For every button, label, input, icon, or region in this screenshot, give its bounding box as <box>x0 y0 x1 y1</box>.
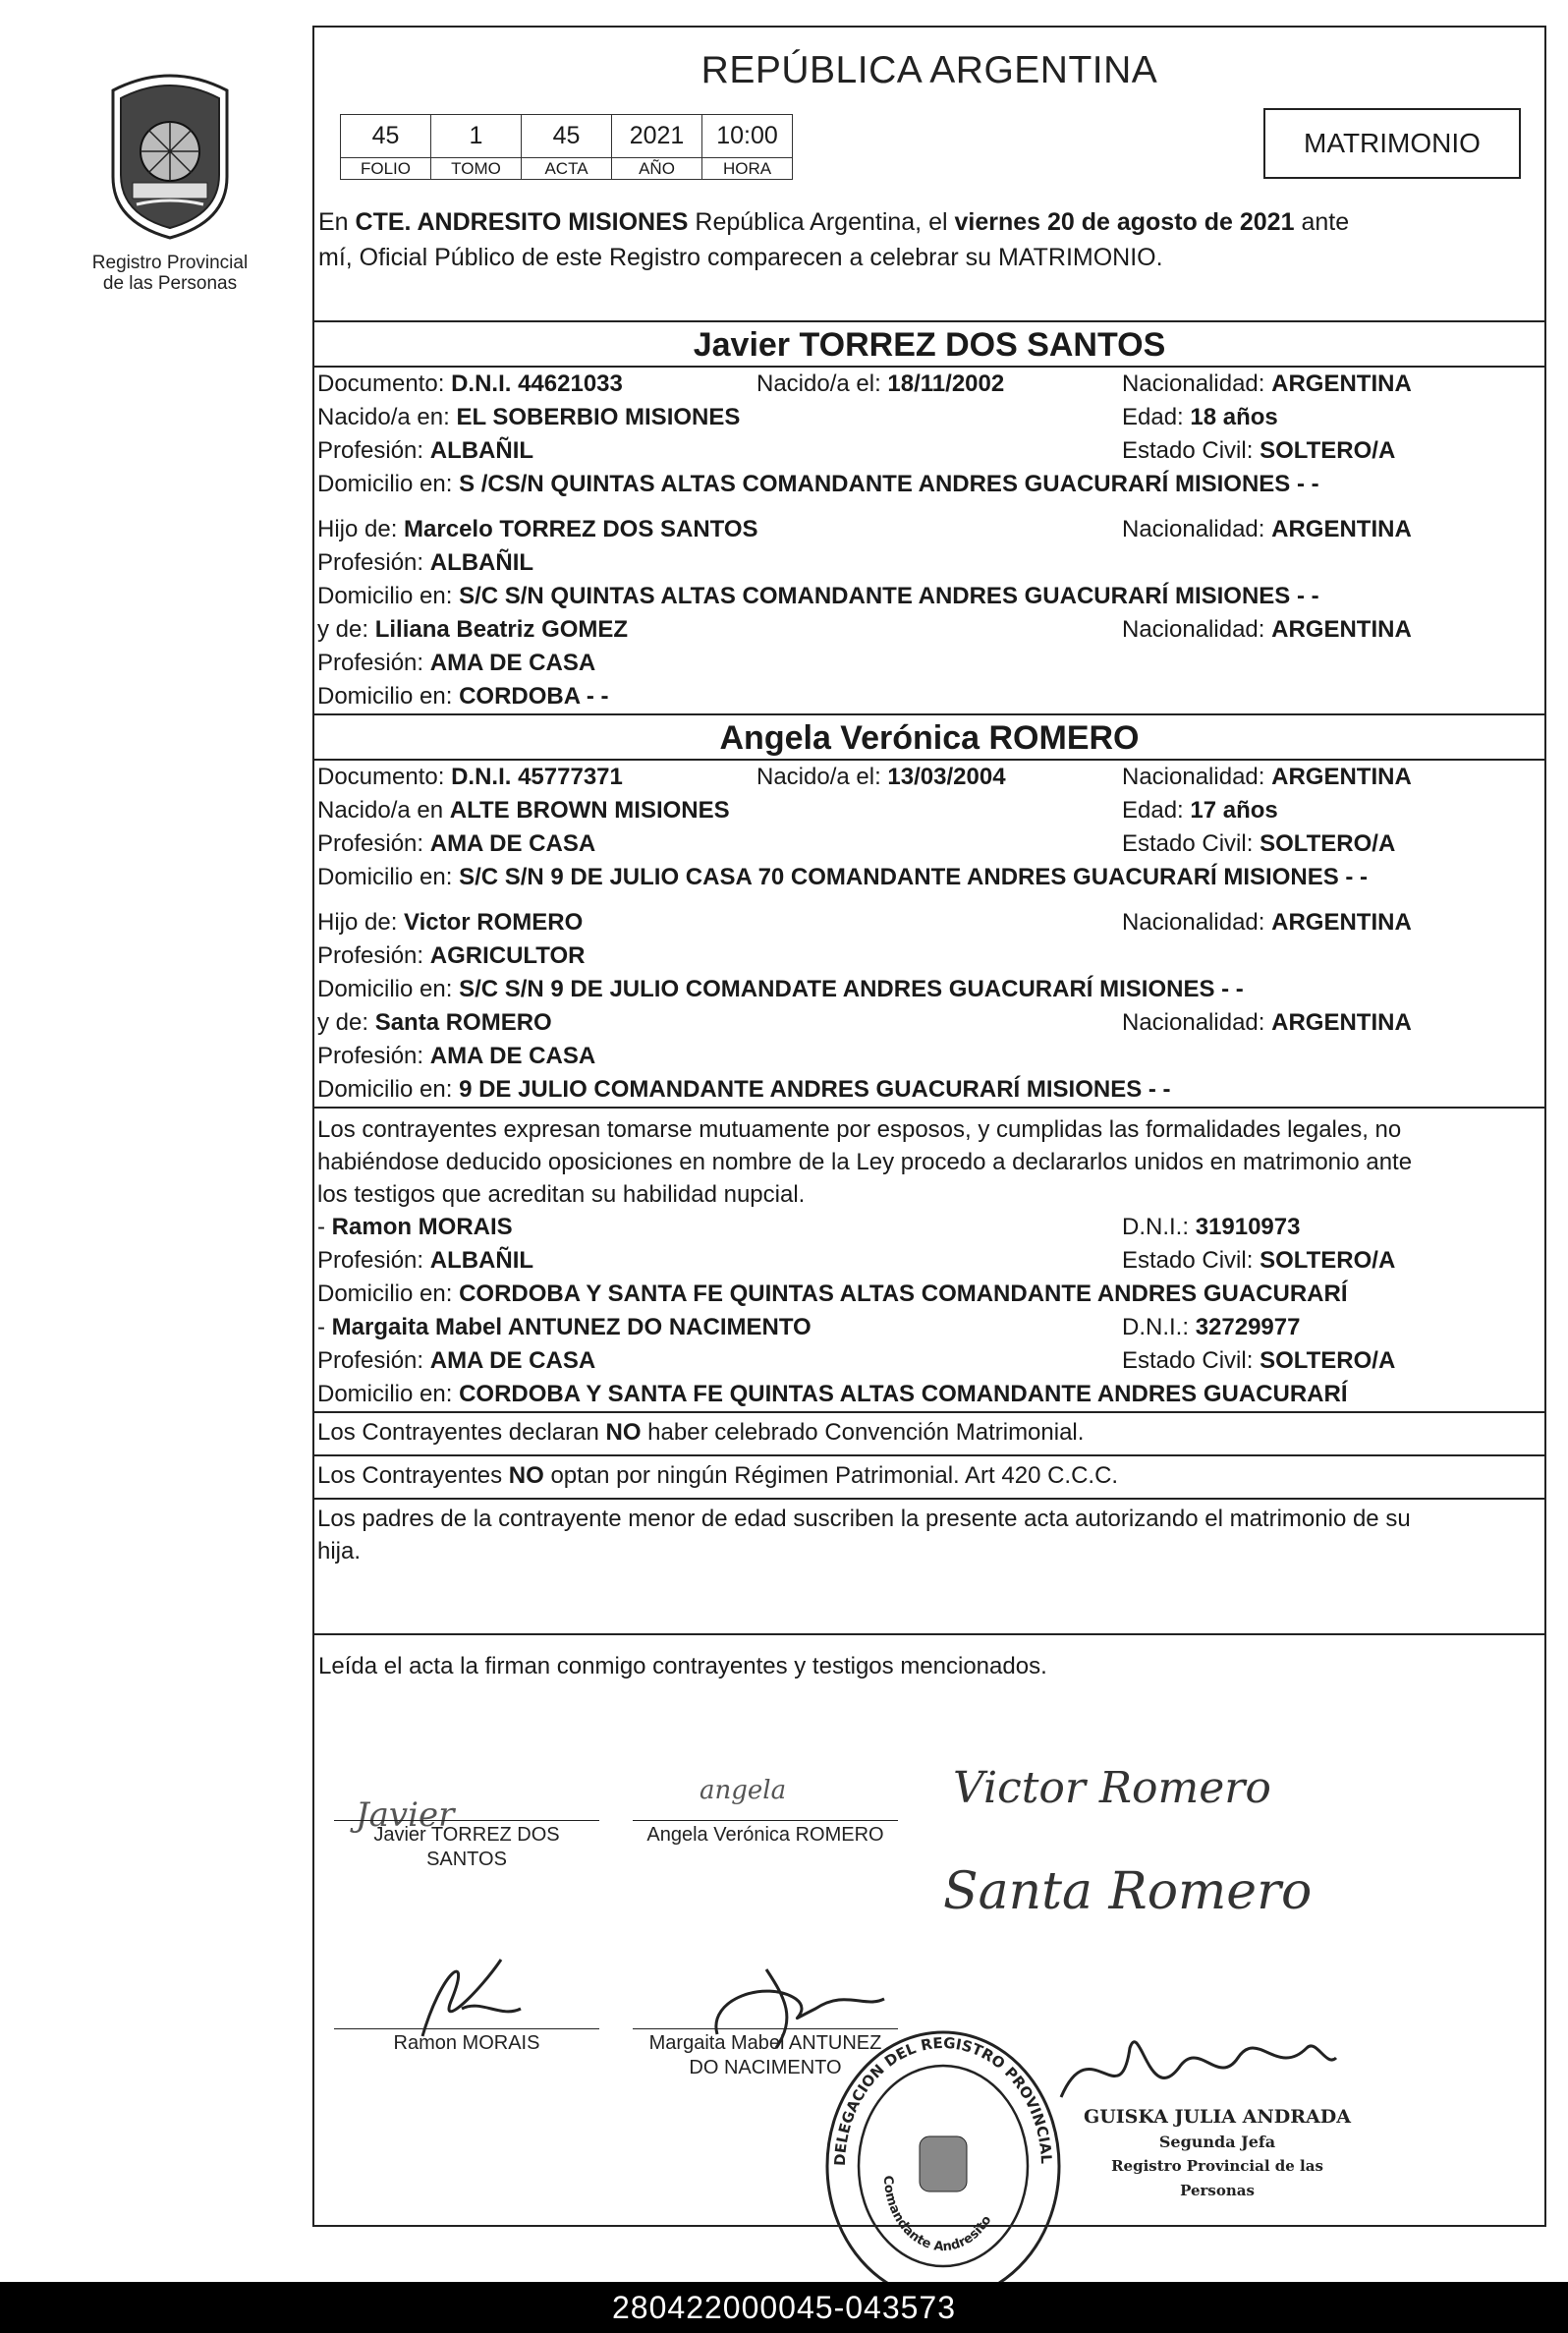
bride-age: 17 años <box>1190 797 1278 824</box>
ano-label: AÑO <box>612 158 702 180</box>
witness-1-dni: 31910973 <box>1195 1214 1301 1240</box>
groom-father: Marcelo TORREZ DOS SANTOS <box>404 516 758 542</box>
bride-section: Documento: D.N.I. 45777371 Nacido/a el: 13/03/2004 Nacionalidad: ARGENTINA Nacido/a en ALTE BROWN MISIONES Edad: 17 años Profesión: AMA DE CASA Estado Civil: SOLTERO/A Domicilio en: S/C S/N 9 DE JULIO CASA 70 COMANDANTE ANDRES GUACURARÍ MISIONES - - Hijo de: Victor ROMERO Nacionalidad: ARGENTINA Profesión: AGRICULTOR Domicilio en: S/C S/N 9 DE JULIO COMANDATE ANDRES GUACURARÍ MISIONES - - y de: Santa ROMERO Nacionalidad: ARGENTINA Profesión: AMA DE CASA Domicilio en: 9 DE JULIO COMANDANTE ANDRES GUACURARÍ MISIONES - - <box>314 761 1544 1109</box>
document-code-footer: 280422000045-043573 <box>0 2282 1568 2333</box>
svg-text:Javier: Javier <box>356 1795 455 1835</box>
provincial-seal-icon <box>97 67 243 242</box>
registry-logo <box>77 67 263 294</box>
convention-note: Los Contrayentes declaran NO haber celebrado Convención Matrimonial. <box>314 1413 1544 1456</box>
regime-note: Los Contrayentes NO optan por ningún Régimen Patrimonial. Art 420 C.C.C. <box>314 1456 1544 1500</box>
bride-address: S/C S/N 9 DE JULIO CASA 70 COMANDANTE ANDRES GUACURARÍ MISIONES - - <box>459 864 1369 890</box>
groom-signature: Javier TORREZ DOS SANTOS <box>334 1820 599 1872</box>
bride-birth-date: 13/03/2004 <box>887 764 1006 790</box>
bride-name-title: Angela Verónica ROMERO <box>314 715 1544 761</box>
tomo-value: 1 <box>431 115 522 158</box>
bride-father: Victor ROMERO <box>404 909 584 936</box>
svg-text:DELEGACION DEL REGISTRO PROVIN: DELEGACION DEL REGISTRO PROVINCIAL DE LAS PERSONAS <box>809 2015 1056 2167</box>
parents-authorization-note: Los padres de la contrayente menor de edad suscriben la presente acta autorizando el matrimonio de su hija. <box>314 1500 1544 1635</box>
groom-marital-status: SOLTERO/A <box>1260 437 1396 464</box>
logo-caption-line-2: de las Personas <box>102 273 238 294</box>
svg-text:Santa Romero: Santa Romero <box>943 1862 1313 1921</box>
groom-nationality: ARGENTINA <box>1271 370 1412 397</box>
bride-birth-place: ALTE BROWN MISIONES <box>449 797 730 824</box>
tomo-label: TOMO <box>431 158 522 180</box>
handwritten-parent-signatures <box>943 1743 1356 1930</box>
folio-label: FOLIO <box>341 158 431 180</box>
svg-text:angela: angela <box>700 1776 787 1805</box>
declaration-text: Los contrayentes expresan tomarse mutuamente por esposos, y cumplidas las formalidades legales, no habiéndose deducido oposiciones en nombre de la Ley procedo a declararlos unidos en matrimonio ante los testigos que acreditan su habilidad nupcial. <box>317 1116 1413 1208</box>
groom-dni: D.N.I. 44621033 <box>451 370 623 397</box>
groom-address: S /CS/N QUINTAS ALTAS COMANDANTE ANDRES GUACURARÍ MISIONES - - <box>459 471 1319 497</box>
bride-profession: AMA DE CASA <box>429 830 596 857</box>
witness-2-signature: Margaita Mabel ANTUNEZ DO NACIMENTO <box>633 2028 898 2080</box>
groom-age: 18 años <box>1190 404 1278 430</box>
marriage-certificate-form <box>312 26 1546 2255</box>
signatures-intro: Leída el acta la firman conmigo contrayentes y testigos mencionados. <box>318 1653 1047 1679</box>
signatures-section <box>314 1635 1544 2255</box>
witness-2-name: Margaita Mabel ANTUNEZ DO NACIMENTO <box>331 1314 812 1340</box>
acta-label: ACTA <box>522 158 612 180</box>
official-block: GUISKA JULIA ANDRADA Segunda Jefa Registro Provincial de las Personas <box>1083 2106 1351 2199</box>
ano-value: 2021 <box>612 115 702 158</box>
act-type-box: MATRIMONIO <box>1263 108 1521 179</box>
groom-profession: ALBAÑIL <box>429 437 534 464</box>
acta-value: 45 <box>522 115 612 158</box>
groom-birth-date: 18/11/2002 <box>887 370 1005 397</box>
witness-1-name: Ramon MORAIS <box>331 1214 513 1240</box>
intro-date: viernes 20 de agosto de 2021 <box>954 208 1295 236</box>
groom-name-title: Javier TORREZ DOS SANTOS <box>314 322 1544 368</box>
witness-2-dni: 32729977 <box>1195 1314 1301 1340</box>
bride-nationality: ARGENTINA <box>1271 764 1412 790</box>
hora-value: 10:00 <box>702 115 793 158</box>
bride-dni: D.N.I. 45777371 <box>451 764 623 790</box>
registry-stamp-icon <box>809 2015 1071 2304</box>
declaration-and-witnesses: Los contrayentes expresan tomarse mutuamente por esposos, y cumplidas las formalidades legales, no habiéndose deducido oposiciones en nombre de la Ley procedo a declararlos unidos en matrimonio ante los testigos que acreditan su habilidad nupcial. - Ramon MORAIS D.N.I.: 31910973 Profesión: ALBAÑIL Estado Civil: SOLTERO/A Domicilio en: CORDOBA Y SANTA FE QUINTAS ALTAS COMANDANTE ANDRES GUACURARÍ - Margaita Mabel ANTUNEZ DO NACIMENTO D.N.I.: 32729977 Profesión: AMA DE CASA Estado Civil: SOLTERO/A Domicilio en: CORDOBA Y SANTA FE QUINTAS ALTAS COMANDANTE ANDRES GUACURARÍ <box>314 1109 1544 1413</box>
groom-mother: Liliana Beatriz GOMEZ <box>374 616 629 643</box>
bride-signature: Angela Verónica ROMERO <box>633 1820 898 1848</box>
groom-birth-place: EL SOBERBIO MISIONES <box>456 404 741 430</box>
bride-marital-status: SOLTERO/A <box>1260 830 1396 857</box>
certificate-header <box>314 28 1544 322</box>
intro-text: En CTE. ANDRESITO MISIONES República Argentina, el viernes 20 de agosto de 2021 ante mí, Oficial Público de este Registro comparecen a celebrar su MATRIMONIO. <box>318 208 1350 271</box>
registry-data-table <box>340 114 793 180</box>
svg-text:Victor Romero: Victor Romero <box>953 1763 1271 1813</box>
svg-text:Comandante Andresito: Comandante Andresito <box>879 2175 995 2255</box>
country-title: REPÚBLICA ARGENTINA <box>700 49 1158 91</box>
folio-value: 45 <box>341 115 431 158</box>
groom-section: Documento: D.N.I. 44621033 Nacido/a el: 18/11/2002 Nacionalidad: ARGENTINA Nacido/a en: EL SOBERBIO MISIONES Edad: 18 años Profesión: ALBAÑIL Estado Civil: SOLTERO/A Domicilio en: S /CS/N QUINTAS ALTAS COMANDANTE ANDRES GUACURARÍ MISIONES - - Hijo de: Marcelo TORREZ DOS SANTOS Nacionalidad: ARGENTINA Profesión: ALBAÑIL Domicilio en: S/C S/N QUINTAS ALTAS COMANDANTE ANDRES GUACURARÍ MISIONES - - y de: Liliana Beatriz GOMEZ Nacionalidad: ARGENTINA Profesión: AMA DE CASA Domicilio en: CORDOBA - - <box>314 368 1544 715</box>
bride-mother: Santa ROMERO <box>374 1009 552 1036</box>
logo-caption-line-1: Registro Provincial <box>91 253 249 273</box>
intro-place: CTE. ANDRESITO MISIONES <box>355 208 689 236</box>
hora-label: HORA <box>702 158 793 180</box>
witness-1-signature: Ramon MORAIS <box>334 2028 599 2056</box>
